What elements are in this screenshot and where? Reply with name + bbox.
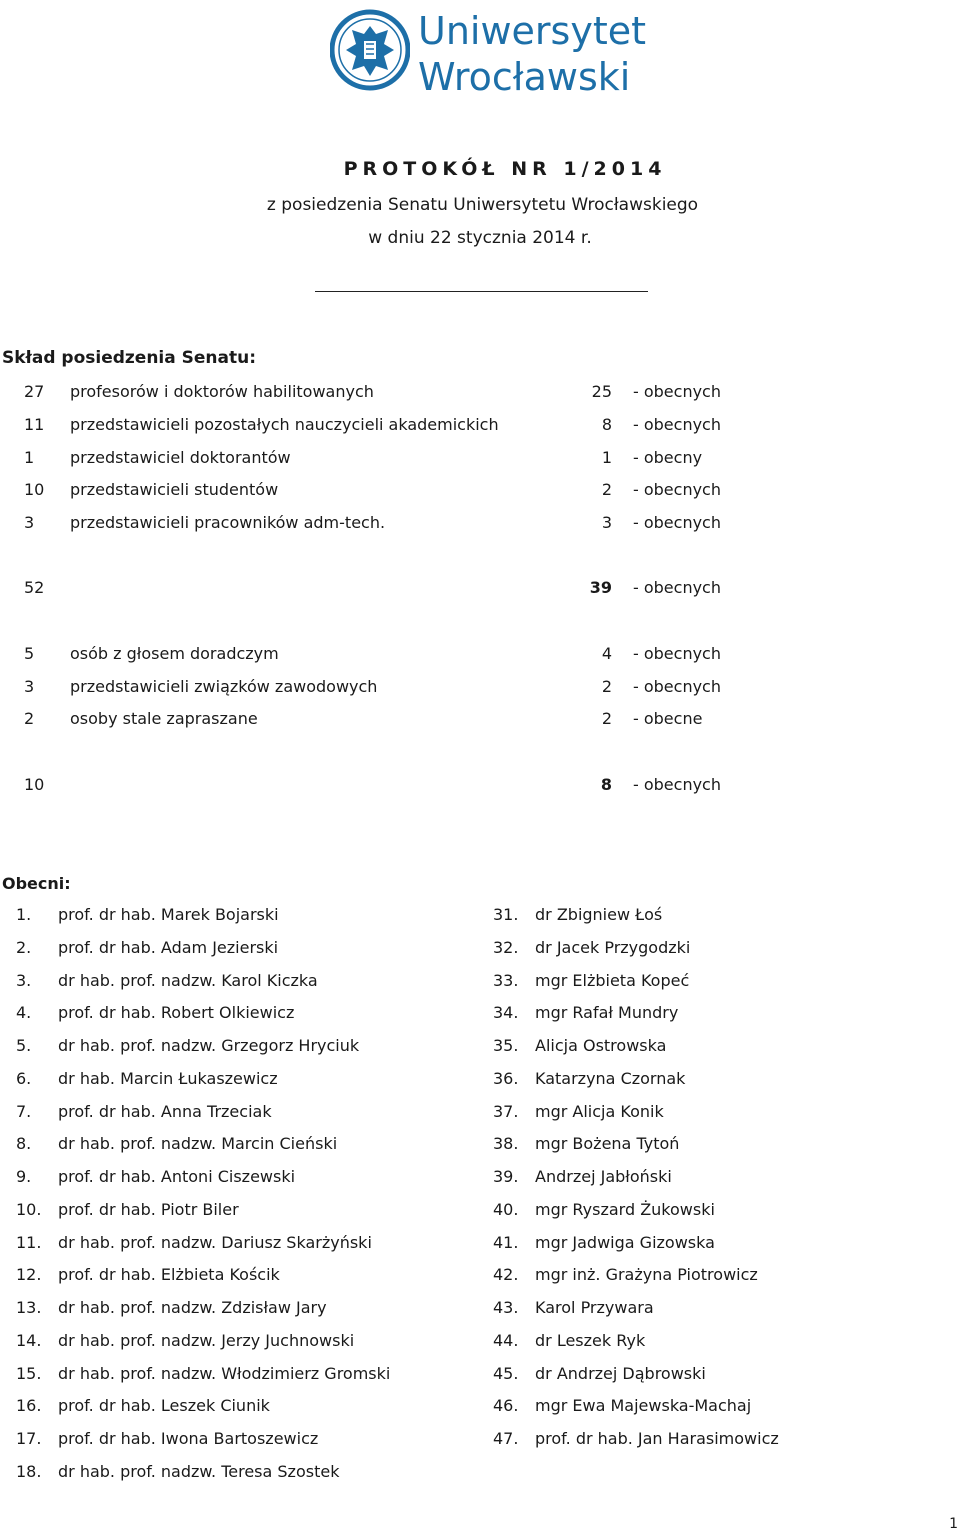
present-status: - obecnych <box>633 513 721 532</box>
attendee-name: dr hab. Marcin Łukaszewicz <box>58 1069 278 1088</box>
attendee-number: 31. <box>493 905 519 924</box>
attendee-name: dr hab. prof. nadzw. Marcin Cieński <box>58 1134 338 1153</box>
logo-line2: Wrocławski <box>418 55 631 99</box>
member-count: 27 <box>24 382 45 401</box>
present-status: - obecny <box>633 448 703 467</box>
attendee-number: 11. <box>16 1233 42 1252</box>
attendee-number: 3. <box>16 971 32 990</box>
member-count: 3 <box>24 677 35 696</box>
member-count: 2 <box>24 709 35 728</box>
attendee-number: 35. <box>493 1036 519 1055</box>
attendee-name: Andrzej Jabłoński <box>535 1167 672 1186</box>
attendee-number: 42. <box>493 1265 519 1284</box>
attendee-number: 44. <box>493 1331 519 1350</box>
attendee-name: prof. dr hab. Antoni Ciszewski <box>58 1167 296 1186</box>
composition-row <box>0 775 960 799</box>
attendee-number: 8. <box>16 1134 32 1153</box>
attendee-name: mgr inż. Grażyna Piotrowicz <box>535 1265 758 1284</box>
present-status: - obecnych <box>633 415 721 434</box>
attendee-number: 46. <box>493 1396 519 1415</box>
attendee-name: Katarzyna Czornak <box>535 1069 686 1088</box>
attendee-name: mgr Bożena Tytoń <box>535 1134 680 1153</box>
attendee-name: dr hab. prof. nadzw. Zdzisław Jary <box>58 1298 327 1317</box>
member-group-label: przedstawicieli studentów <box>70 480 279 499</box>
document-date: w dniu 22 stycznia 2014 r. <box>368 228 592 248</box>
composition-row <box>0 644 960 668</box>
present-count: 4 <box>601 644 612 663</box>
attendee-number: 4. <box>16 1003 32 1022</box>
attendee-number: 43. <box>493 1298 519 1317</box>
attendee-number: 18. <box>16 1462 42 1481</box>
attendee-name: dr hab. prof. nadzw. Jerzy Juchnowski <box>58 1331 355 1350</box>
member-count: 1 <box>24 448 35 467</box>
attendee-name: mgr Elżbieta Kopeć <box>535 971 690 990</box>
attendance-heading: Obecni: <box>2 874 71 893</box>
attendee-name: dr hab. prof. nadzw. Dariusz Skarżyński <box>58 1233 372 1252</box>
attendee-number: 5. <box>16 1036 32 1055</box>
attendee-number: 45. <box>493 1364 519 1383</box>
present-status: - obecnych <box>633 382 721 401</box>
present-count: 8 <box>601 415 612 434</box>
attendee-name: dr hab. prof. nadzw. Teresa Szostek <box>58 1462 340 1481</box>
attendee-number: 9. <box>16 1167 32 1186</box>
attendee-number: 2. <box>16 938 32 957</box>
composition-row <box>0 415 960 439</box>
attendee-number: 47. <box>493 1429 519 1448</box>
attendee-name: prof. dr hab. Adam Jezierski <box>58 938 279 957</box>
attendee-name: prof. dr hab. Jan Harasimowicz <box>535 1429 779 1448</box>
attendee-number: 15. <box>16 1364 42 1383</box>
attendee-name: prof. dr hab. Leszek Ciunik <box>58 1396 270 1415</box>
member-group-label: przedstawicieli pozostałych nauczycieli akademickich <box>70 415 499 434</box>
composition-row <box>0 578 960 602</box>
attendee-name: prof. dr hab. Marek Bojarski <box>58 905 279 924</box>
member-count: 52 <box>24 578 45 597</box>
member-count: 3 <box>24 513 35 532</box>
attendee-number: 39. <box>493 1167 519 1186</box>
member-group-label: profesorów i doktorów habilitowanych <box>70 382 374 401</box>
attendee-number: 34. <box>493 1003 519 1022</box>
attendee-name: dr hab. prof. nadzw. Grzegorz Hryciuk <box>58 1036 360 1055</box>
composition-row <box>0 513 960 537</box>
attendee-name: mgr Alicja Konik <box>535 1102 664 1121</box>
attendee-name: prof. dr hab. Robert Olkiewicz <box>58 1003 295 1022</box>
attendee-number: 38. <box>493 1134 519 1153</box>
attendee-name: dr Andrzej Dąbrowski <box>535 1364 706 1383</box>
attendee-name: prof. dr hab. Piotr Biler <box>58 1200 239 1219</box>
attendee-number: 36. <box>493 1069 519 1088</box>
attendee-name: prof. dr hab. Anna Trzeciak <box>58 1102 272 1121</box>
composition-row <box>0 709 960 733</box>
member-count: 10 <box>24 480 45 499</box>
attendee-name: mgr Jadwiga Gizowska <box>535 1233 715 1252</box>
university-eagle-seal-icon <box>330 4 410 96</box>
university-logo <box>330 4 646 99</box>
composition-row <box>0 480 960 504</box>
title-divider <box>315 291 648 292</box>
member-group-label: przedstawiciel doktorantów <box>70 448 291 467</box>
attendee-number: 7. <box>16 1102 32 1121</box>
present-status: - obecnych <box>633 677 721 696</box>
member-group-label: przedstawicieli pracowników adm-tech. <box>70 513 386 532</box>
attendee-number: 10. <box>16 1200 42 1219</box>
member-count: 10 <box>24 775 45 794</box>
present-count: 1 <box>601 448 612 467</box>
logo-line1: Uniwersytet <box>418 9 646 53</box>
attendee-name: mgr Ewa Majewska-Machaj <box>535 1396 752 1415</box>
attendee-name: dr Leszek Ryk <box>535 1331 646 1350</box>
present-status: - obecnych <box>633 775 721 794</box>
attendee-name: dr hab. prof. nadzw. Włodzimierz Gromski <box>58 1364 391 1383</box>
attendee-number: 6. <box>16 1069 32 1088</box>
present-count: 8 <box>600 775 612 794</box>
attendee-name: prof. dr hab. Iwona Bartoszewicz <box>58 1429 319 1448</box>
attendee-number: 16. <box>16 1396 42 1415</box>
attendee-number: 37. <box>493 1102 519 1121</box>
present-count: 39 <box>589 578 612 597</box>
present-status: - obecnych <box>633 480 721 499</box>
attendee-name: prof. dr hab. Elżbieta Kościk <box>58 1265 280 1284</box>
attendee-number: 14. <box>16 1331 42 1350</box>
attendee-number: 33. <box>493 971 519 990</box>
attendee-name: dr Jacek Przygodzki <box>535 938 691 957</box>
present-count: 25 <box>591 382 612 401</box>
attendee-name: Karol Przywara <box>535 1298 654 1317</box>
composition-row <box>0 382 960 406</box>
page-number: 1 <box>949 1516 958 1532</box>
present-status: - obecne <box>633 709 703 728</box>
attendee-name: mgr Ryszard Żukowski <box>535 1200 715 1219</box>
attendee-name: Alicja Ostrowska <box>535 1036 667 1055</box>
attendee-name: mgr Rafał Mundry <box>535 1003 679 1022</box>
attendee-number: 40. <box>493 1200 519 1219</box>
composition-row <box>0 677 960 701</box>
composition-row <box>0 448 960 472</box>
present-count: 3 <box>601 513 612 532</box>
attendee-number: 41. <box>493 1233 519 1252</box>
attendee-number: 12. <box>16 1265 42 1284</box>
present-count: 2 <box>601 709 612 728</box>
attendee-name: dr Zbigniew Łoś <box>535 905 663 924</box>
attendee-number: 1. <box>16 905 32 924</box>
attendee-number: 13. <box>16 1298 42 1317</box>
attendee-name: dr hab. prof. nadzw. Karol Kiczka <box>58 971 318 990</box>
member-group-label: osoby stale zapraszane <box>70 709 258 728</box>
member-group-label: przedstawicieli związków zawodowych <box>70 677 378 696</box>
document-subtitle: z posiedzenia Senatu Uniwersytetu Wrocławskiego <box>266 195 699 215</box>
attendee-number: 32. <box>493 938 519 957</box>
present-count: 2 <box>601 480 612 499</box>
present-status: - obecnych <box>633 644 721 663</box>
present-count: 2 <box>601 677 612 696</box>
member-group-label: osób z głosem doradczym <box>70 644 279 663</box>
member-count: 11 <box>24 415 45 434</box>
document-title: PROTOKÓŁ NR 1/2014 <box>343 158 667 180</box>
composition-heading: Skład posiedzenia Senatu: <box>2 348 257 368</box>
logo-wordmark <box>418 8 646 100</box>
member-count: 5 <box>24 644 35 663</box>
present-status: - obecnych <box>633 578 721 597</box>
attendee-number: 17. <box>16 1429 42 1448</box>
